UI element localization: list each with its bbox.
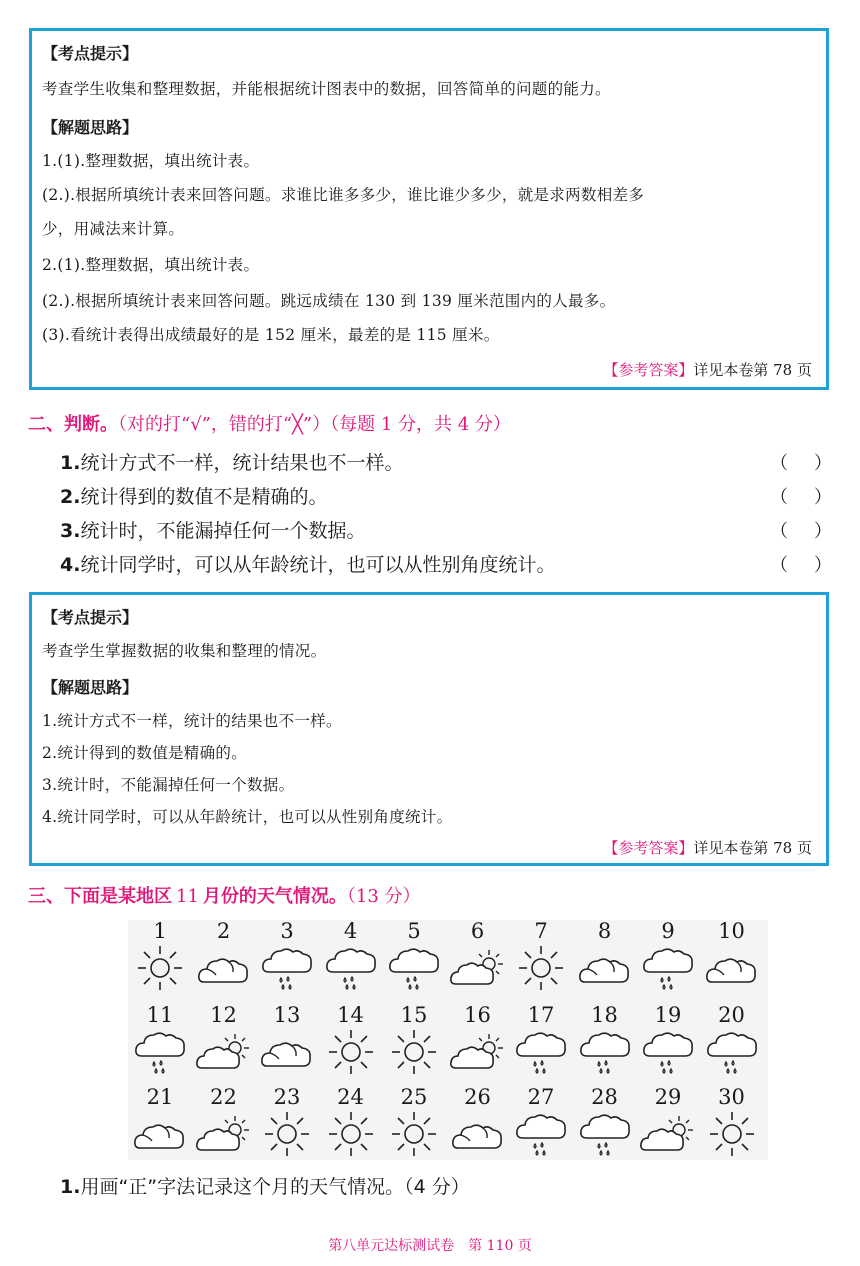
weather-day	[573, 920, 637, 992]
rain-icon	[573, 1028, 637, 1080]
rain-icon	[573, 1110, 637, 1162]
weather-day	[128, 1004, 192, 1080]
question-text: 统计时，不能漏掉任何一个数据。	[80, 520, 366, 542]
rain-icon	[255, 944, 319, 996]
weather-day	[446, 1004, 510, 1076]
question-4	[60, 550, 555, 577]
cloud-icon	[192, 944, 256, 992]
day-number: 12	[210, 1003, 237, 1027]
day-number: 10	[718, 919, 745, 943]
paren-close: ）	[814, 487, 832, 508]
sun-icon	[255, 1110, 319, 1158]
answer-blank-1[interactable]	[770, 449, 832, 475]
solution-line: 1.(1).整理数据，填出统计表。	[42, 152, 260, 170]
day-number: 30	[718, 1085, 745, 1109]
weather-day	[319, 1004, 383, 1076]
section-month: 11	[176, 886, 199, 907]
day-number: 1	[153, 919, 167, 943]
hint-heading: 【考点提示】	[42, 608, 139, 627]
weather-day	[319, 920, 383, 996]
solution-heading: 【解题思路】	[42, 678, 139, 697]
weather-day	[636, 1086, 700, 1158]
solution-line: (3).看统计表得出成绩最好的是 152 厘米，最差的是 115 厘米。	[42, 326, 500, 344]
sun-icon	[700, 1110, 764, 1158]
weather-day	[700, 920, 764, 992]
cloud-icon	[255, 1028, 319, 1076]
sun-icon	[319, 1110, 383, 1158]
solution-line: 3.统计时，不能漏掉任何一个数据。	[42, 776, 295, 794]
partly-cloudy-icon	[446, 1028, 510, 1076]
hint-box-2	[29, 592, 829, 866]
question-number: 4.	[60, 554, 81, 576]
section-title-text: 三、下面是某地区	[28, 886, 172, 907]
weather-day	[636, 1004, 700, 1080]
weather-day	[509, 1004, 573, 1080]
paren-close: ）	[814, 555, 832, 576]
sun-icon	[382, 1110, 446, 1158]
day-number: 17	[527, 1003, 555, 1027]
weather-day	[319, 1086, 383, 1158]
day-number: 11	[146, 1003, 174, 1027]
page-footer: 第八单元达标测试卷 第 110 页	[328, 1238, 532, 1254]
cloud-icon	[446, 1110, 510, 1158]
day-number: 25	[400, 1085, 428, 1109]
weather-day	[255, 920, 319, 996]
weather-day	[636, 920, 700, 996]
question-2	[60, 482, 327, 509]
question-text: 用画“正”字法记录这个月的天气情况。（4 分）	[80, 1176, 470, 1198]
day-number: 7	[534, 919, 548, 943]
day-number: 14	[337, 1003, 364, 1027]
sun-icon	[382, 1028, 446, 1076]
day-number: 26	[464, 1085, 491, 1109]
solution-heading: 【解题思路】	[42, 118, 139, 137]
answer-reference-text: 详见本卷第 78 页	[693, 361, 812, 379]
question-number: 2.	[60, 486, 81, 508]
sun-icon	[509, 944, 573, 992]
section-title-text-2: 月份的天气情况。	[202, 886, 347, 907]
answer-reference-key: 【参考答案】	[603, 361, 694, 379]
weather-day	[255, 1086, 319, 1158]
rain-icon	[700, 1028, 764, 1080]
rain-icon	[128, 1028, 192, 1080]
solution-line: 2.统计得到的数值是精确的。	[42, 744, 247, 762]
solution-line: (2.).根据所填统计表来回答问题。求谁比谁多多少，谁比谁少多少，就是求两数相差多	[42, 186, 645, 204]
weather-day	[700, 1004, 764, 1080]
weather-day	[700, 1086, 764, 1158]
day-number: 20	[718, 1003, 745, 1027]
rain-icon	[636, 1028, 700, 1080]
weather-day	[255, 1004, 319, 1076]
subquestion-1	[60, 1172, 470, 1199]
question-1	[60, 448, 403, 475]
day-number: 29	[654, 1085, 682, 1109]
answer-reference-text: 详见本卷第 78 页	[693, 839, 812, 857]
sun-icon	[128, 944, 192, 992]
question-text: 统计同学时，可以从年龄统计，也可以从性别角度统计。	[80, 554, 556, 576]
hint-text: 考查学生收集和整理数据，并能根据统计图表中的数据，回答简单的问题的能力。	[42, 80, 611, 98]
solution-line: 1.统计方式不一样，统计的结果也不一样。	[42, 712, 342, 730]
paren-open: （	[770, 487, 788, 508]
answer-blank-4[interactable]	[770, 551, 832, 577]
day-number: 24	[337, 1085, 364, 1109]
solution-line: 少，用减法来计算。	[42, 220, 185, 238]
weather-day	[382, 920, 446, 996]
section-2-title	[28, 410, 511, 436]
sun-icon	[319, 1028, 383, 1076]
weather-day	[446, 1086, 510, 1158]
partly-cloudy-icon	[192, 1110, 256, 1158]
weather-day	[128, 1086, 192, 1158]
day-number: 21	[146, 1085, 174, 1109]
day-number: 23	[273, 1085, 301, 1109]
section-instructions: （对的打“√”，错的打“╳”）（每题 1 分，共 4 分）	[118, 414, 511, 435]
weather-day	[573, 1086, 637, 1162]
weather-day	[192, 1086, 256, 1158]
day-number: 3	[280, 919, 294, 943]
partly-cloudy-icon	[192, 1028, 256, 1076]
section-points: （13 分）	[346, 886, 421, 907]
weather-day	[446, 920, 510, 992]
section-title-text: 二、判断。	[28, 414, 118, 435]
answer-reference	[603, 837, 812, 858]
day-number: 18	[591, 1003, 618, 1027]
paren-open: （	[770, 555, 788, 576]
partly-cloudy-icon	[636, 1110, 700, 1158]
question-3	[60, 516, 365, 543]
hint-text: 考查学生掌握数据的收集和整理的情况。	[42, 642, 327, 660]
cloud-icon	[573, 944, 637, 992]
rain-icon	[509, 1028, 573, 1080]
solution-line: 2.(1).整理数据，填出统计表。	[42, 256, 260, 274]
solution-line: (2.).根据所填统计表来回答问题。跳远成绩在 130 到 139 厘米范围内的人最多。	[42, 292, 616, 310]
day-number: 4	[343, 919, 358, 943]
rain-icon	[382, 944, 446, 996]
day-number: 15	[400, 1003, 428, 1027]
weather-day	[192, 920, 256, 992]
section-3-title	[28, 882, 421, 908]
question-text: 统计方式不一样，统计结果也不一样。	[80, 452, 404, 474]
weather-day	[192, 1004, 256, 1076]
weather-day	[509, 1086, 573, 1162]
day-number: 6	[470, 919, 485, 943]
question-number: 1.	[60, 1176, 81, 1198]
paren-open: （	[770, 521, 788, 542]
day-number: 8	[597, 919, 612, 943]
day-number: 16	[464, 1003, 491, 1027]
weather-day	[382, 1086, 446, 1158]
answer-reference	[603, 359, 812, 380]
solution-line: 4.统计同学时，可以从年龄统计，也可以从性别角度统计。	[42, 808, 453, 826]
question-number: 1.	[60, 452, 81, 474]
paren-open: （	[770, 453, 788, 474]
cloud-icon	[700, 944, 764, 992]
rain-icon	[319, 944, 383, 996]
day-number: 9	[661, 919, 675, 943]
day-number: 27	[527, 1085, 555, 1109]
day-number: 5	[407, 919, 421, 943]
paren-close: ）	[814, 521, 832, 542]
hint-heading: 【考点提示】	[42, 44, 139, 63]
question-text: 统计得到的数值不是精确的。	[80, 486, 328, 508]
weather-day	[573, 1004, 637, 1080]
answer-reference-key: 【参考答案】	[603, 839, 694, 857]
cloud-icon	[128, 1110, 192, 1158]
day-number: 22	[210, 1085, 237, 1109]
weather-day	[382, 1004, 446, 1076]
answer-blank-2[interactable]	[770, 483, 832, 509]
weather-day	[509, 920, 573, 992]
hint-box-1	[29, 28, 829, 390]
weather-calendar	[128, 920, 768, 1160]
paren-close: ）	[814, 453, 832, 474]
rain-icon	[509, 1110, 573, 1162]
day-number: 28	[591, 1085, 618, 1109]
question-number: 3.	[60, 520, 81, 542]
weather-day	[128, 920, 192, 992]
partly-cloudy-icon	[446, 944, 510, 992]
day-number: 13	[273, 1003, 301, 1027]
rain-icon	[636, 944, 700, 996]
day-number: 2	[216, 919, 231, 943]
answer-blank-3[interactable]	[770, 517, 832, 543]
day-number: 19	[654, 1003, 682, 1027]
